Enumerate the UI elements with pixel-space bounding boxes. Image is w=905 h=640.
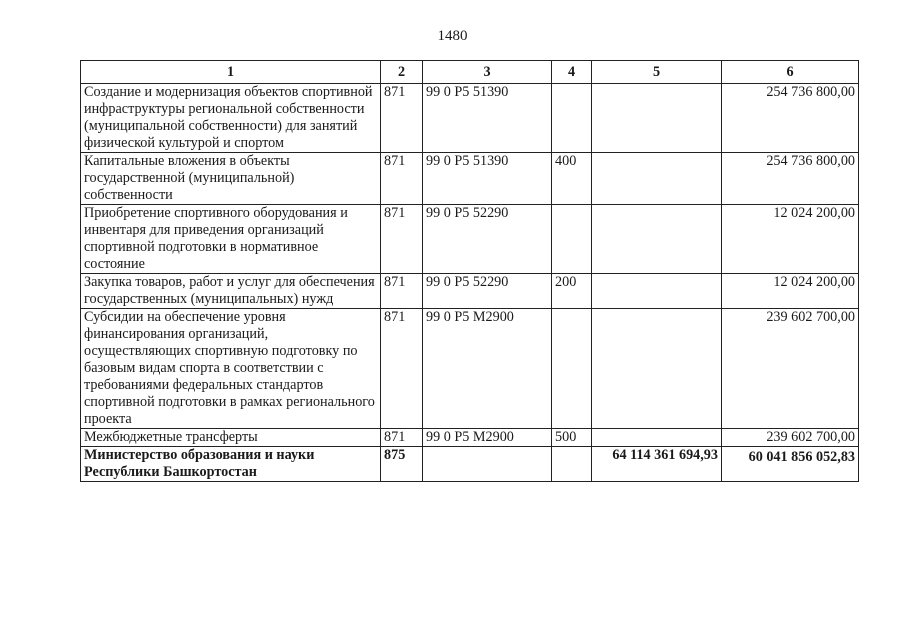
- row-amount: 12 024 200,00: [722, 205, 859, 274]
- row-amount: 60 041 856 052,83: [722, 447, 859, 482]
- row-col5: [592, 153, 722, 205]
- row-amount: 12 024 200,00: [722, 274, 859, 309]
- row-vr: 500: [552, 429, 592, 447]
- table-row: [81, 84, 859, 153]
- row-csr: 99 0 P5 52290: [423, 205, 552, 274]
- row-csr: 99 0 P5 M2900: [423, 429, 552, 447]
- table-row-total: [81, 447, 859, 482]
- page-number: 1480: [437, 28, 468, 44]
- row-name: Министерство образования и науки Республики Башкортостан: [81, 447, 381, 482]
- row-csr: 99 0 P5 52290: [423, 274, 552, 309]
- row-code: 871: [381, 153, 423, 205]
- row-vr: [552, 309, 592, 429]
- row-vr: [552, 84, 592, 153]
- row-csr: 99 0 P5 51390: [423, 84, 552, 153]
- row-vr: [552, 447, 592, 482]
- row-amount: 239 602 700,00: [722, 429, 859, 447]
- row-name: Закупка товаров, работ и услуг для обеспечения государственных (муниципальных) нужд: [81, 274, 381, 309]
- row-csr: 99 0 P5 51390: [423, 153, 552, 205]
- header-col-6: 6: [722, 61, 859, 84]
- table-header-row: [81, 61, 859, 84]
- row-vr: 400: [552, 153, 592, 205]
- header-col-3: 3: [423, 61, 552, 84]
- row-code: 871: [381, 205, 423, 274]
- row-amount: 254 736 800,00: [722, 153, 859, 205]
- header-col-2: 2: [381, 61, 423, 84]
- header-col-5: 5: [592, 61, 722, 84]
- row-code: 871: [381, 274, 423, 309]
- row-col5: [592, 309, 722, 429]
- row-code: 871: [381, 429, 423, 447]
- table-row: [81, 429, 859, 447]
- row-csr: [423, 447, 552, 482]
- row-code: 871: [381, 309, 423, 429]
- row-vr: 200: [552, 274, 592, 309]
- row-name: Создание и модернизация объектов спортивной инфраструктуры региональной собственности (муниципальной собственности) для занятий физической культурой и спортом: [81, 84, 381, 153]
- row-name: Приобретение спортивного оборудования и инвентаря для приведения организаций спортивной подготовки в нормативное состояние: [81, 205, 381, 274]
- row-col5: [592, 205, 722, 274]
- table-row: [81, 274, 859, 309]
- budget-table: [80, 60, 859, 482]
- table-row: [81, 309, 859, 429]
- row-col5: 64 114 361 694,93: [592, 447, 722, 482]
- header-col-4: 4: [552, 61, 592, 84]
- row-col5: [592, 429, 722, 447]
- row-name: Капитальные вложения в объекты государственной (муниципальной) собственности: [81, 153, 381, 205]
- row-csr: 99 0 P5 M2900: [423, 309, 552, 429]
- row-code: 875: [381, 447, 423, 482]
- header-col-1: 1: [81, 61, 381, 84]
- table-row: [81, 205, 859, 274]
- row-amount: 254 736 800,00: [722, 84, 859, 153]
- row-name: Межбюджетные трансферты: [81, 429, 381, 447]
- row-col5: [592, 84, 722, 153]
- row-amount: 239 602 700,00: [722, 309, 859, 429]
- row-vr: [552, 205, 592, 274]
- table-row: [81, 153, 859, 205]
- row-code: 871: [381, 84, 423, 153]
- row-col5: [592, 274, 722, 309]
- row-name: Субсидии на обеспечение уровня финансирования организаций, осуществляющих спортивную подготовку по базовым видам спорта в соответствии с требованиями федеральных стандартов спортивной подготовки в рамках регионального проекта: [81, 309, 381, 429]
